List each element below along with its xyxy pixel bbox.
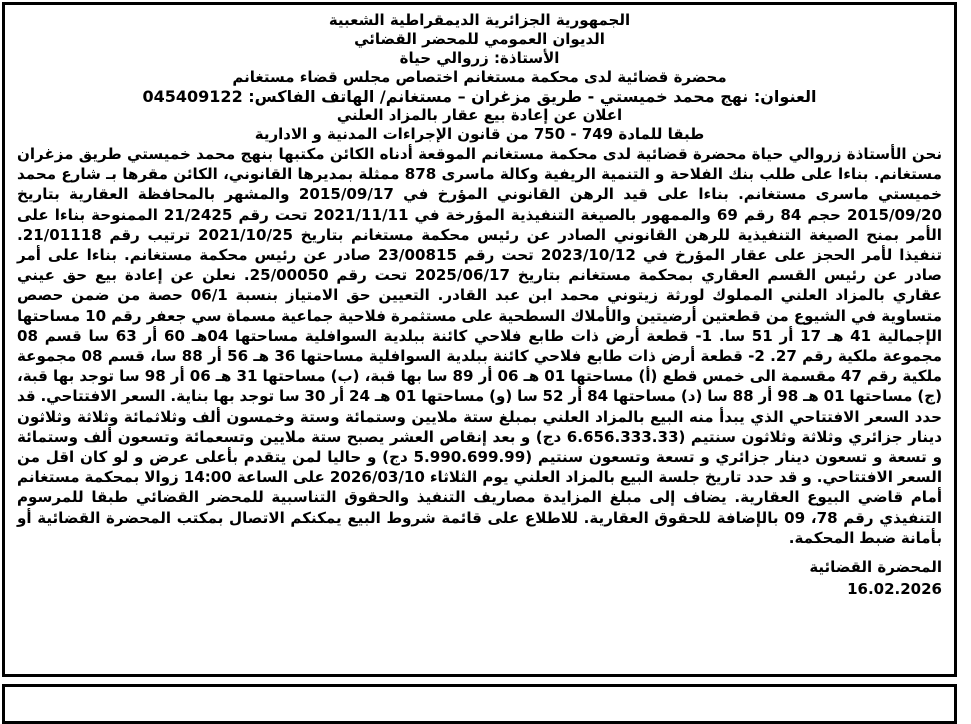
office-heading: الديوان العمومي للمحضر القضائي bbox=[354, 30, 605, 48]
signature-block bbox=[17, 556, 942, 600]
bailiff-name: الأستاذة: زروالي حياة bbox=[399, 49, 560, 67]
address-line: العنوان: نهج محمد خميستي - طريق مزغران – مستغانم/ الهاتف الفاكس: 045409122 bbox=[142, 87, 817, 106]
announcement-title: اعلان عن إعادة بيع عقار بالمزاد العلني bbox=[336, 106, 623, 124]
signature-date: 16.02.2026 bbox=[847, 580, 942, 599]
legal-notice bbox=[2, 2, 957, 677]
next-notice-frame bbox=[2, 684, 957, 724]
notice-body: نحن الأستاذة زروالي حياة محضرة قضائية لدى محكمة مستغانم الموقعة أدناه الكائن مكتبها بنهج محمد خميستي طريق مزغران مستغانم. بناءا على طلب بنك الفلاحة و التنمية الريفية وكالة ماسرى 878 ممثلة بمديرها القانوني، الكائن مقرها بـ شارع محمد خميستي ماسرى مستغانم. بناءا على قيد الرهن القانوني المؤرخ في 2015/09/17 والمشهر بالمحافظة العقارية بتاريخ 2015/09/20 حجم 84 رقم 69 والممهور بالصيغة التنفيذية المؤرخة في 2021/11/11 تحت رقم 21/2425 الممنوحة بناءا على الأمر بمنح الصيغة التنفيذية للرهن القانوني الصادر عن رئيس محكمة مستغانم بتاريخ 2021/10/25 ترتيب رقم 21/01118. تنفيذا لأمر الحجز على عقار المؤرخ في 2023/10/12 تحت رقم 23/00815 صادر عن رئيس محكمة مستغانم. بناءا على أمر صادر عن رئيس القسم العقاري بمحكمة مستغانم بتاريخ 2025/06/17 تحت رقم 25/00050. نعلن عن إعادة بيع حق عيني عقاري بالمزاد العلني المملوك لورثة زيتوني محمد ابن عبد القادر. التعيين حق الامتياز بنسبة 06/1 حصة من ضمن حصص متساوية في الشيوع من قطعتين أرضيتين والأملاك السطحية على مستثمرة فلاحية جماعية مسماة سي جعفر رقم 10 مساحتها الإجمالية 41 هـ 17 أر 51 سا. 1- قطعة أرض ذات طابع فلاحي كائنة ببلدية السوافلية مساحتها 04هـ 60 أر 63 سا قسم 08 مجموعة ملكية رقم 27. 2- قطعة أرض ذات طابع فلاحي كائنة ببلدية السوافلية مساحتها 36 هـ 56 أر 88 سا، قسم 08 مجموعة ملكية رقم 47 مقسمة الى خمس قطع (أ) مساحتها 01 هـ 06 أر 89 سا بها قبة، (ب) مساحتها 31 هـ 06 أر 98 سا توجد بها قبة، (ج) مساحتها 01 هـ 98 أر 88 سا (د) مساحتها 84 أر 52 سا (و) مساحتها 01 هـ 24 أر 30 سا توجد بها بناية. السعر الافتتاحي. قد حدد السعر الافتتاحي الذي يبدأ منه البيع بالمزاد العلني بمبلغ ستة ملايين وستمائة وستة وخمسون ألف وثلاثمائة وثلاثة وثلاثون دينار جزائري وثلاثة وثلاثون سنتيم (6.656.333.33 دج) و بعد إنقاص العشر يصبح ستة ملايين وتسعمائة وتسعون ألف وستمائة و تسعة و تسعون دينار جزائري و تسعة وتسعون سنتيم (5.990.699.99 دج) و حاليا لمن يتقدم بأعلى عرض و لو كان اقل من السعر الافتتاحي. و قد حدد تاريخ جلسة البيع بالمزاد العلني يوم الثلاثاء 2026/03/10 على الساعة 14:00 زوالا بمحكمة مستغانم أمام قاضي البيوع العقارية. يضاف إلى مبلغ المزايدة مصاريف التنفيذ والحقوق التناسبية للمحضر القضائي طبقا للمرسوم التنفيذي رقم 78، 09 بالإضافة للحقوق العقارية. للاطلاع على قائمة شروط البيع يمكنكم الاتصال بمكتب المحضرة القضائية أو بأمانة ضبط المحكمة. bbox=[17, 145, 943, 547]
legal-basis-line: طبقا للمادة 749 - 750 من قانون الإجراءات المدنية و الادارية bbox=[254, 125, 705, 143]
signature-title: المحضرة القضائية bbox=[809, 558, 942, 577]
republic-heading: الجمهورية الجزائرية الديمقراطية الشعبية bbox=[328, 11, 631, 29]
jurisdiction-line: محضرة قضائية لدى محكمة مستغانم اختصاص مجلس قضاء مستغانم bbox=[232, 68, 727, 86]
